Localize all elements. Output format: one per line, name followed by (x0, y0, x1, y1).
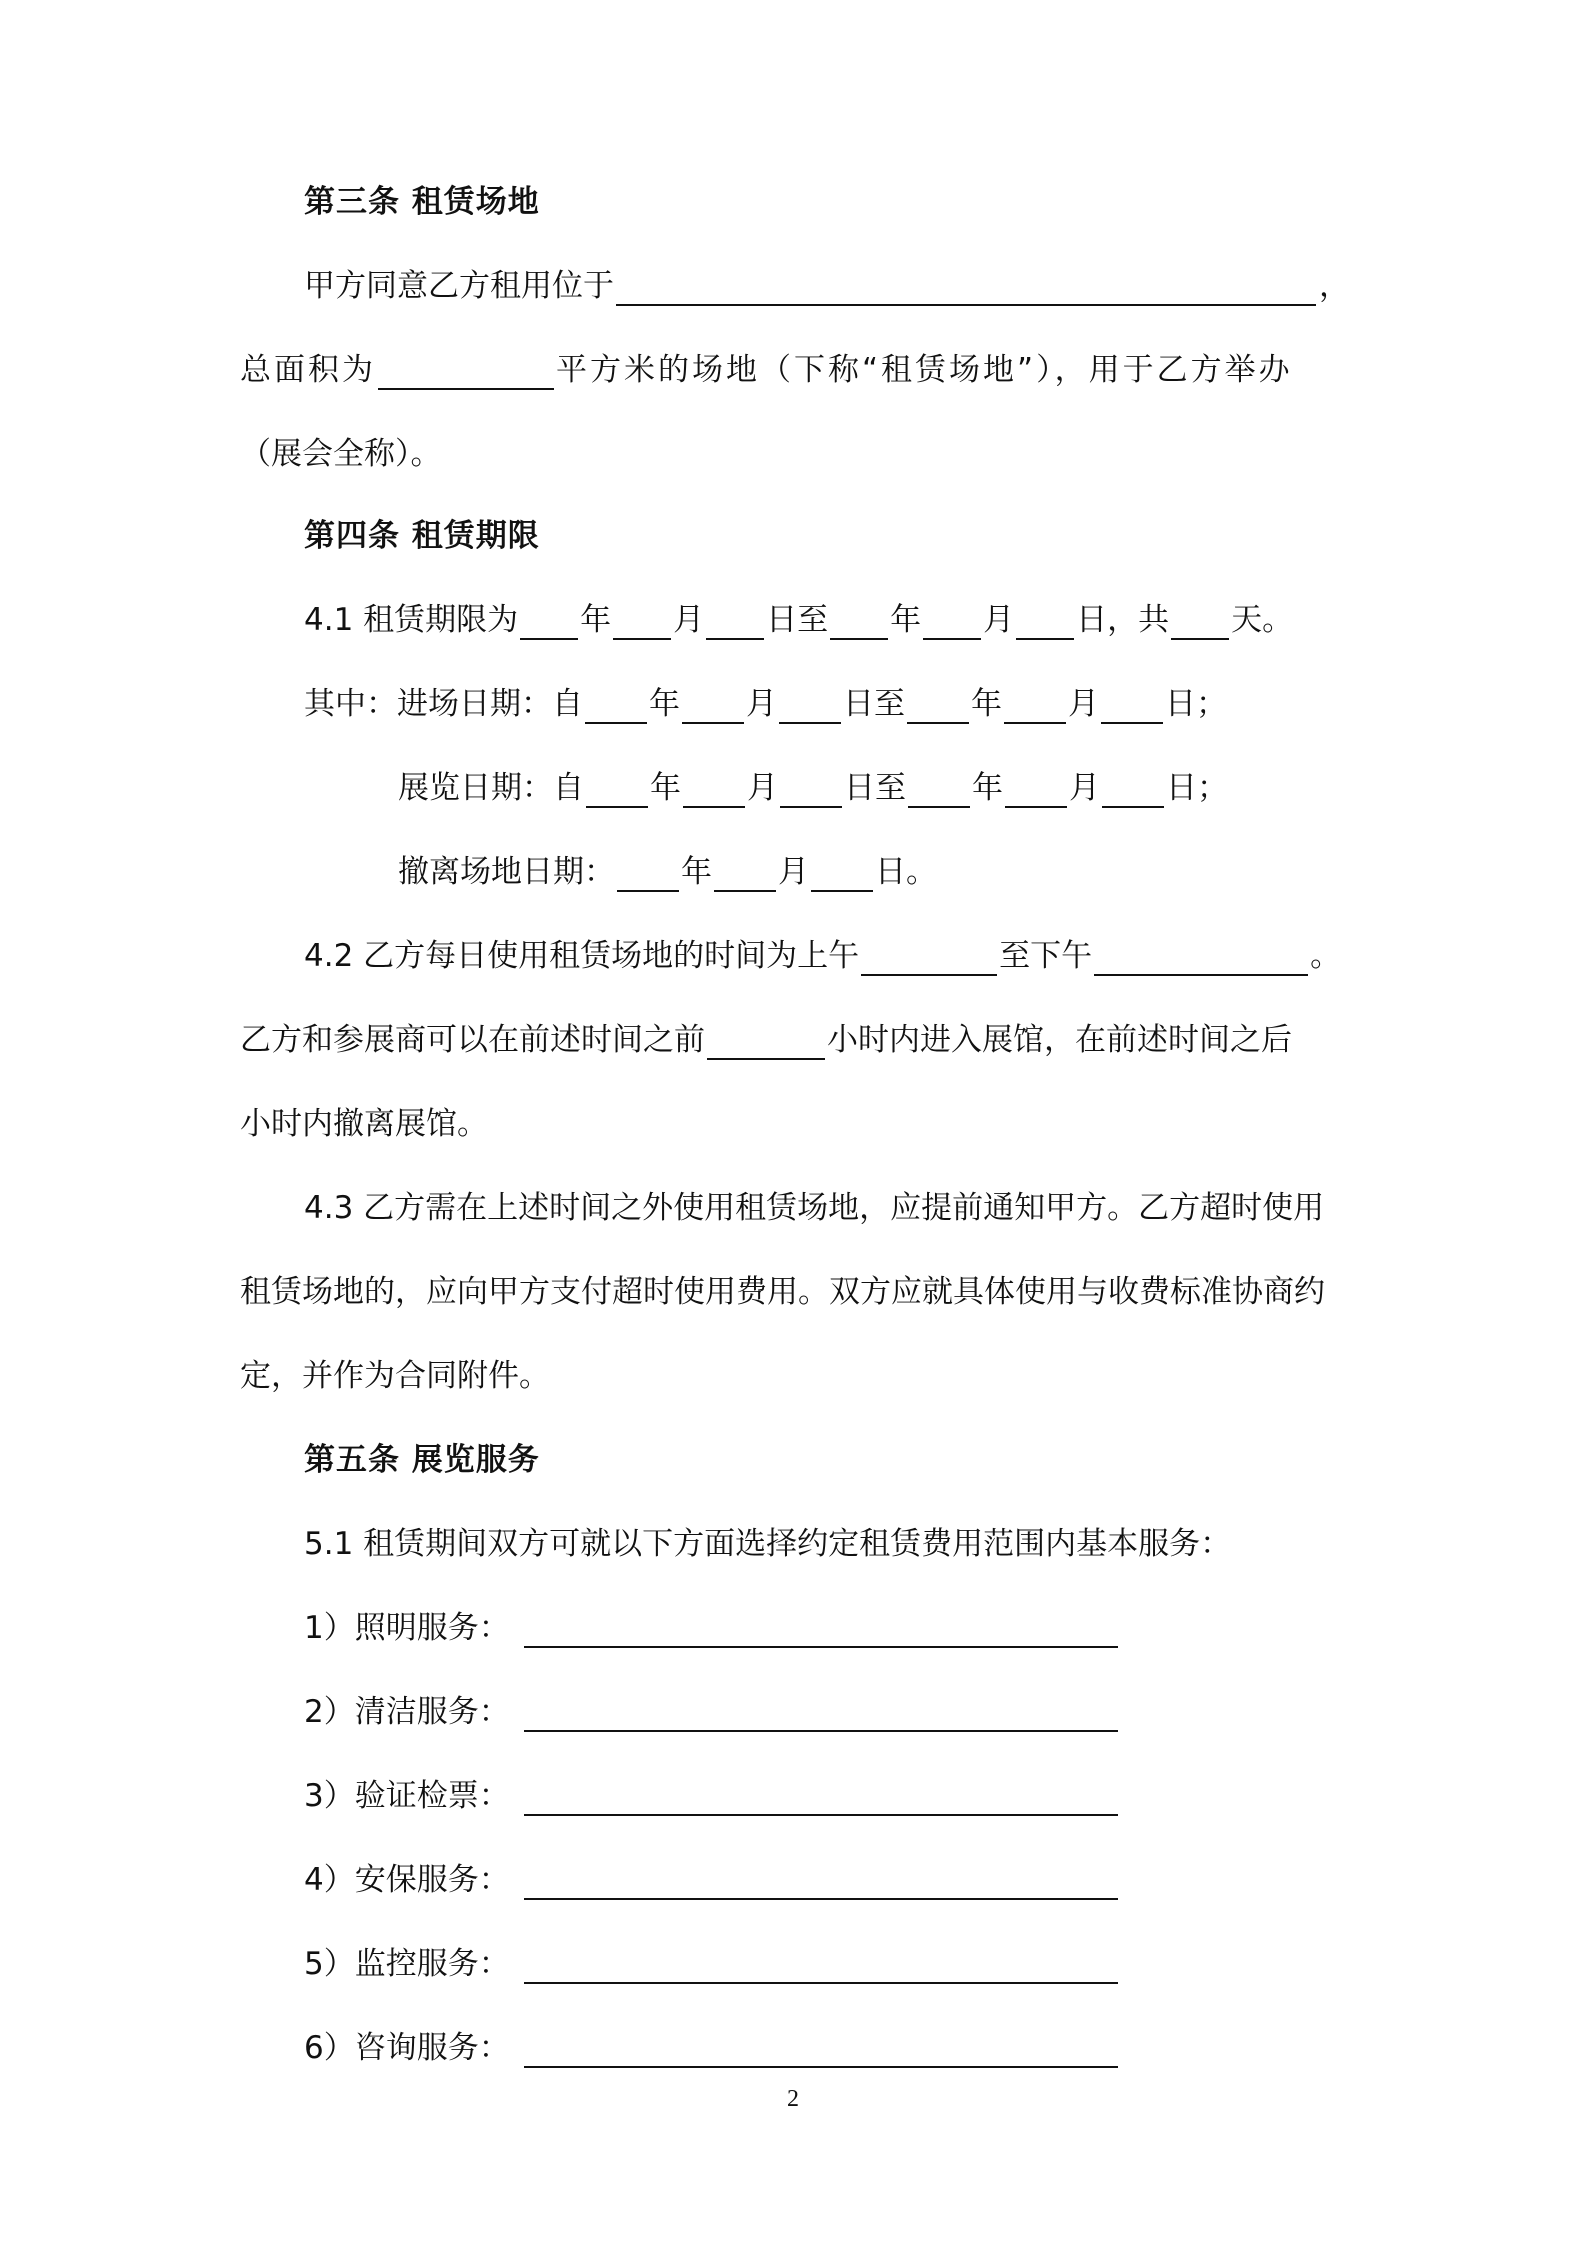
removal-month-blank[interactable] (714, 856, 776, 892)
end-day-blank[interactable] (1016, 604, 1074, 640)
article3-p1-text: 甲方同意乙方租用位于 (240, 266, 1318, 306)
entry-start-year-blank[interactable] (585, 688, 647, 724)
entry-start-month-blank[interactable] (682, 688, 744, 724)
clause-4-2-line3: 小时内撤离展馆。 (240, 1106, 488, 1142)
clause-4-3-line2: 租赁场地的，应向甲方支付超时使用费用。双方应就具体使用与收费标准协商约 (240, 1274, 1325, 1310)
removal-day-blank[interactable] (811, 856, 873, 892)
removal-date: 撤离场地日期： 年 月 日。 (398, 854, 937, 890)
clause-4-3-line3: 定，并作为合同附件。 (240, 1358, 550, 1394)
consulting-service-blank[interactable] (524, 2032, 1118, 2068)
start-year-blank[interactable] (520, 604, 578, 640)
service-item-lighting: 1）照明服务： (304, 1608, 1586, 1648)
ticketing-service-blank[interactable] (524, 1780, 1118, 1816)
service-item-cleaning: 2）清洁服务： (304, 1692, 1586, 1732)
end-month-blank[interactable] (923, 604, 981, 640)
monitoring-service-blank[interactable] (524, 1948, 1118, 1984)
entry-hours-blank[interactable] (707, 1024, 825, 1060)
page-number: 2 (787, 2086, 799, 2112)
end-year-blank[interactable] (830, 604, 888, 640)
service-item-consulting: 6）咨询服务： (304, 2028, 1586, 2068)
service-item-security: 4）安保服务： (304, 1860, 1586, 1900)
entry-start-day-blank[interactable] (779, 688, 841, 724)
clause-4-3-line1: 4.3 乙方需在上述时间之外使用租赁场地，应提前通知甲方。乙方超时使用 (304, 1190, 1325, 1226)
start-day-blank[interactable] (706, 604, 764, 640)
start-month-blank[interactable] (613, 604, 671, 640)
article3-p1-comma: ， (1319, 268, 1350, 304)
exhibit-start-month-blank[interactable] (683, 772, 745, 808)
area-blank[interactable] (378, 354, 554, 390)
entry-dates: 其中：进场日期：自 年 月 日至 年 月 日； (304, 686, 1227, 722)
removal-year-blank[interactable] (617, 856, 679, 892)
article4-heading: 第四条 租赁期限 (304, 518, 540, 554)
service-item-ticketing: 3）验证检票： (304, 1776, 1586, 1816)
article3-para2: 总面积为 平方米的场地（下称“租赁场地”），用于乙方举办 (240, 352, 1293, 388)
entry-end-month-blank[interactable] (1004, 688, 1066, 724)
clause-4-2: 4.2 乙方每日使用租赁场地的时间为上午 至下午 。 (304, 938, 1342, 974)
afternoon-time-blank[interactable] (1094, 940, 1308, 976)
location-blank[interactable] (616, 270, 1316, 306)
exhibit-start-year-blank[interactable] (586, 772, 648, 808)
service-item-monitoring: 5）监控服务： (304, 1944, 1586, 1984)
clause-4-2-line2: 乙方和参展商可以在前述时间之前 小时内进入展馆，在前述时间之后 (240, 1022, 1292, 1058)
lighting-service-blank[interactable] (524, 1612, 1118, 1648)
article3-para1 (240, 266, 1350, 306)
cleaning-service-blank[interactable] (524, 1696, 1118, 1732)
exhibit-end-day-blank[interactable] (1102, 772, 1164, 808)
exhibit-end-month-blank[interactable] (1005, 772, 1067, 808)
article5-heading: 第五条 展览服务 (304, 1442, 540, 1478)
exhibit-start-day-blank[interactable] (780, 772, 842, 808)
exhibition-dates: 展览日期：自 年 月 日至 年 月 日； (398, 770, 1228, 806)
article3-heading: 第三条 租赁场地 (304, 184, 540, 220)
clause-4-1: 4.1 租赁期限为 年 月 日至 年 月 日，共 天。 (304, 602, 1294, 638)
clause-5-1: 5.1 租赁期间双方可就以下方面选择约定租赁费用范围内基本服务： (304, 1526, 1232, 1562)
total-days-blank[interactable] (1171, 604, 1229, 640)
entry-end-day-blank[interactable] (1101, 688, 1163, 724)
article3-para3: （展会全称）。 (240, 436, 442, 472)
entry-end-year-blank[interactable] (907, 688, 969, 724)
exhibit-end-year-blank[interactable] (908, 772, 970, 808)
security-service-blank[interactable] (524, 1864, 1118, 1900)
morning-time-blank[interactable] (861, 940, 997, 976)
